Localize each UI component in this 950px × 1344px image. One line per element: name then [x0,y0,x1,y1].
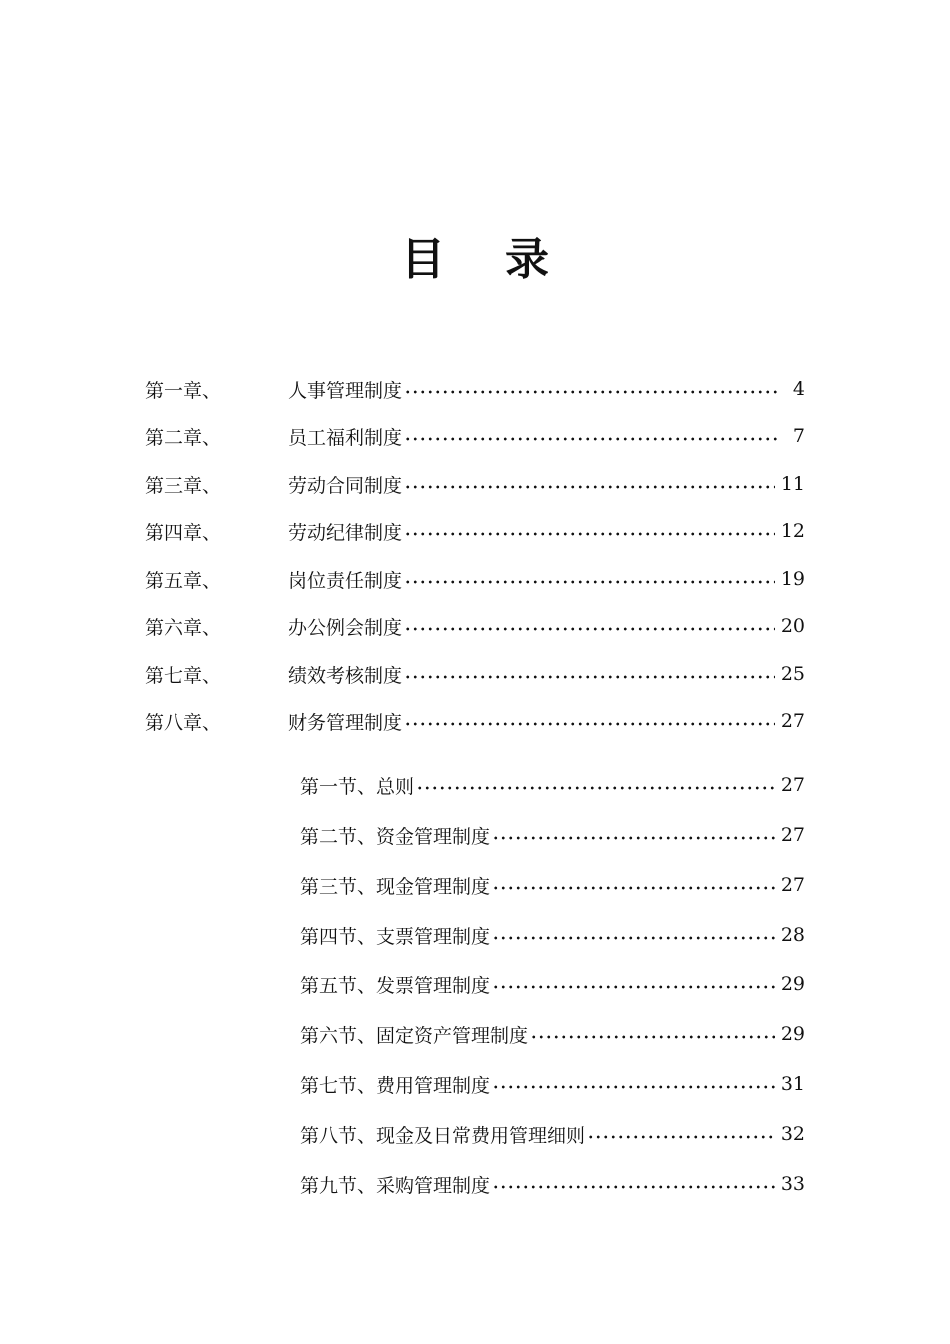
dot-leader [416,786,775,790]
dot-leader [404,580,775,584]
toc-chapter-row[interactable] [145,705,805,737]
page-number: 33 [780,1173,805,1195]
toc-section-row[interactable] [300,1068,805,1100]
title-char-2: 录 [505,234,549,285]
page-number: 32 [780,1123,805,1145]
page-number: 11 [780,473,805,495]
section-title: 第一节、总则 [300,775,415,798]
toc-chapter-row[interactable] [145,658,805,690]
toc-section-row[interactable] [300,968,805,1000]
section-title: 第三节、现金管理制度 [300,875,491,898]
chapter-label: 第八章、 [145,711,222,734]
chapter-label: 第五章、 [145,569,222,592]
page-number: 12 [780,520,805,542]
page-number: 27 [780,710,805,732]
page-number: 19 [780,568,805,590]
page-number: 28 [780,924,805,946]
page-number: 27 [780,874,805,896]
toc-section-row[interactable] [300,769,805,801]
page-number: 25 [780,663,805,685]
toc-chapter-row[interactable] [145,563,805,595]
toc-section-row[interactable] [300,919,805,951]
toc-chapter-row[interactable] [145,515,805,547]
chapter-title: 岗位责任制度 [288,569,403,592]
page-number: 4 [792,378,805,400]
section-title: 第八节、现金及日常费用管理细则 [300,1124,586,1147]
page-number: 29 [780,1023,805,1045]
dot-leader [492,936,775,940]
chapter-label: 第四章、 [145,521,222,544]
chapter-label: 第二章、 [145,426,222,449]
chapter-label: 第一章、 [145,379,222,402]
section-title: 第四节、支票管理制度 [300,925,491,948]
chapter-label: 第七章、 [145,664,222,687]
page-number: 27 [780,774,805,796]
page-number: 7 [792,425,805,447]
dot-leader [492,985,775,989]
toc-chapter-row[interactable] [145,468,805,500]
title-char-1: 目 [401,234,445,285]
page-number: 27 [780,824,805,846]
chapter-title: 绩效考核制度 [288,664,403,687]
page-number: 29 [780,973,805,995]
toc-chapter-row[interactable] [145,420,805,452]
toc-section-row[interactable] [300,1018,805,1050]
dot-leader [492,1085,775,1089]
chapter-label: 第三章、 [145,474,222,497]
section-title: 第五节、发票管理制度 [300,974,491,997]
toc-section-row[interactable] [300,1168,805,1200]
dot-leader [587,1135,775,1139]
page-number: 31 [780,1073,805,1095]
chapter-title: 人事管理制度 [288,379,403,402]
section-title: 第二节、资金管理制度 [300,825,491,848]
chapter-title: 劳动合同制度 [288,474,403,497]
section-title: 第六节、固定资产管理制度 [300,1024,529,1047]
dot-leader [404,485,775,489]
dot-leader [492,1185,775,1189]
page-number: 20 [780,615,805,637]
dot-leader [404,532,775,536]
toc-section-row[interactable] [300,819,805,851]
dot-leader [404,437,777,441]
dot-leader [492,886,775,890]
dot-leader [404,722,775,726]
page-title [0,228,950,292]
toc-chapter-row[interactable] [145,373,805,405]
section-title: 第七节、费用管理制度 [300,1074,491,1097]
section-title: 第九节、采购管理制度 [300,1174,491,1197]
chapter-title: 财务管理制度 [288,711,403,734]
toc-section-row[interactable] [300,869,805,901]
chapter-title: 办公例会制度 [288,616,403,639]
dot-leader [404,627,775,631]
dot-leader [404,675,775,679]
chapter-title: 员工福利制度 [288,426,403,449]
dot-leader [492,836,775,840]
dot-leader [404,390,777,394]
toc-chapter-row[interactable] [145,610,805,642]
dot-leader [530,1035,775,1039]
chapter-label: 第六章、 [145,616,222,639]
toc-section-row[interactable] [300,1118,805,1150]
chapter-title: 劳动纪律制度 [288,521,403,544]
